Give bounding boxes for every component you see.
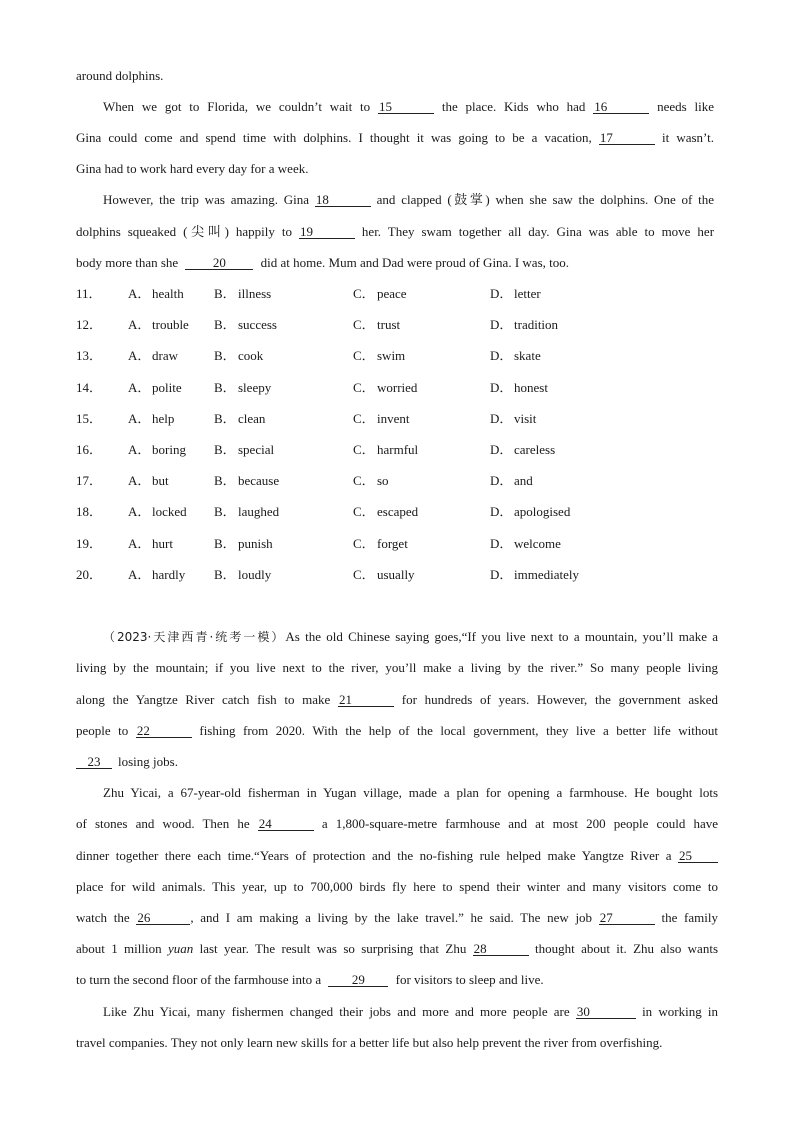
option-a xyxy=(128,567,185,583)
text: , and I am making a living by the lake travel.” he said. The new job xyxy=(190,910,593,925)
passage2-p1-line-1 xyxy=(103,629,718,645)
option-row xyxy=(76,411,716,427)
question-number: 18． xyxy=(76,504,103,520)
option-letter: B． xyxy=(214,379,236,395)
passage2-p2-line-7 xyxy=(76,972,714,988)
option-letter: A． xyxy=(128,473,151,489)
passage2-p2-line-3 xyxy=(76,848,718,864)
option-letter: D． xyxy=(490,317,513,333)
option-letter: C． xyxy=(353,504,375,520)
option-letter: C． xyxy=(353,566,375,582)
option-text: so xyxy=(377,473,389,489)
option-b xyxy=(214,380,271,396)
text: As the old Chinese saying goes,“If you live next to a mountain, you’ll make a xyxy=(285,629,719,644)
option-letter: D． xyxy=(490,473,513,489)
text: watch the xyxy=(76,910,130,925)
text: fishing from 2020. With the help of the local government, they live a better life without xyxy=(199,723,718,738)
option-text: special xyxy=(238,442,275,457)
option-c xyxy=(353,380,417,396)
text: around dolphins. xyxy=(76,68,164,83)
option-letter: A． xyxy=(128,286,151,301)
option-c xyxy=(353,567,415,583)
option-c xyxy=(353,286,407,302)
option-letter: C． xyxy=(353,410,375,426)
option-letter: D． xyxy=(490,442,513,457)
option-a xyxy=(128,536,173,552)
option-text: loudly xyxy=(238,566,272,582)
option-letter: D． xyxy=(490,379,513,395)
passage2-p2-line-5 xyxy=(76,910,718,926)
option-d xyxy=(490,442,555,458)
option-text: worried xyxy=(377,379,418,395)
question-number: 15． xyxy=(76,410,103,426)
option-text: skate xyxy=(514,348,541,364)
option-text: boring xyxy=(152,442,186,457)
blank-24: 24 xyxy=(258,817,314,831)
option-letter: D． xyxy=(490,286,513,301)
text: along the Yangtze River catch fish to make xyxy=(76,692,331,707)
blank-29: 29 xyxy=(328,973,388,987)
option-text: and xyxy=(514,473,533,489)
blank-18: 18 xyxy=(315,193,371,207)
option-letter: A． xyxy=(128,504,151,520)
blank-20: 20 xyxy=(185,256,253,270)
text: dolphins squeaked (尖叫) happily to xyxy=(76,224,292,239)
option-text: forget xyxy=(377,535,408,551)
text: place for wild animals. This year, up to 700,000 birds fly here to spend their winter and many visitors come to xyxy=(76,879,718,894)
option-text: visit xyxy=(514,410,537,426)
option-text: peace xyxy=(377,286,407,301)
text: losing jobs. xyxy=(118,754,178,769)
option-c xyxy=(353,504,418,520)
option-text: apologised xyxy=(514,504,571,520)
option-text: punish xyxy=(238,535,273,551)
text: the family xyxy=(661,910,718,925)
option-letter: C． xyxy=(353,348,375,364)
passage2-p1-line-2 xyxy=(76,660,718,676)
blank-17: 17 xyxy=(599,131,655,145)
option-letter: C． xyxy=(353,286,375,301)
blank-25: 25 xyxy=(678,849,718,863)
option-letter: C． xyxy=(353,379,375,395)
blank-21: 21 xyxy=(338,693,394,707)
text: and clapped (鼓掌) when she saw the dolphins. One of the xyxy=(376,192,715,207)
blank-23: 23 xyxy=(76,755,112,769)
text: her. They swam together all day. Gina was able to move her xyxy=(361,224,715,239)
option-text: tradition xyxy=(514,317,559,333)
option-text: trouble xyxy=(152,317,189,333)
option-letter: D． xyxy=(490,566,513,582)
text: did at home. Mum and Dad were proud of Gina. I was, too. xyxy=(260,255,569,270)
option-text: illness xyxy=(238,286,272,301)
option-b xyxy=(214,348,263,364)
option-a xyxy=(128,504,187,520)
currency-word: yuan xyxy=(167,941,194,956)
option-text: hurt xyxy=(152,535,173,551)
option-letter: D． xyxy=(490,410,513,426)
option-text: because xyxy=(238,473,280,489)
option-text: cook xyxy=(238,348,264,364)
option-letter: B． xyxy=(214,504,236,520)
option-a xyxy=(128,442,186,458)
option-text: trust xyxy=(377,317,401,333)
option-d xyxy=(490,380,548,396)
passage2-p2-line-6 xyxy=(76,941,718,957)
option-letter: B． xyxy=(214,286,236,301)
option-text: letter xyxy=(514,286,541,301)
text: living by the mountain; if you live next to the river, you’ll make a living by the river.” So many people living xyxy=(76,660,718,675)
option-c xyxy=(353,442,418,458)
question-number: 20． xyxy=(76,566,103,582)
question-number: 19． xyxy=(76,535,103,551)
text: of stones and wood. Then he xyxy=(76,816,250,831)
option-c xyxy=(353,411,410,427)
option-text: immediately xyxy=(514,566,579,582)
option-text: help xyxy=(152,410,175,426)
option-text: success xyxy=(238,317,277,333)
text: needs like xyxy=(657,99,715,114)
option-d xyxy=(490,567,579,583)
option-letter: D． xyxy=(490,504,513,520)
option-letter: A． xyxy=(128,379,151,395)
option-text: swim xyxy=(377,348,406,364)
option-d xyxy=(490,286,541,302)
option-c xyxy=(353,348,405,364)
question-number: 11． xyxy=(76,286,102,301)
option-letter: D． xyxy=(490,535,513,551)
text: last year. The result was so surprising that Zhu xyxy=(199,941,467,956)
option-b xyxy=(214,473,279,489)
option-text: clean xyxy=(238,410,266,426)
passage2-p3-line-1 xyxy=(103,1004,718,1020)
question-number: 17． xyxy=(76,473,103,489)
option-a xyxy=(128,317,189,333)
option-letter: A． xyxy=(128,535,151,551)
passage1-p2-line-1 xyxy=(103,192,714,208)
option-text: invent xyxy=(377,410,410,426)
source-label: （2023·天津西青·统考一模） xyxy=(103,630,286,644)
text: However, the trip was amazing. Gina xyxy=(103,192,310,207)
text: Gina could come and spend time with dolphins. I thought it was going to be a vacation, xyxy=(76,130,592,145)
text: to turn the second floor of the farmhouse into a xyxy=(76,972,322,987)
option-text: escaped xyxy=(377,504,419,520)
text: people to xyxy=(76,723,129,738)
passage2-p2-line-1 xyxy=(103,785,718,801)
option-d xyxy=(490,536,561,552)
option-a xyxy=(128,348,178,364)
passage1-line-0 xyxy=(76,68,714,84)
option-letter: C． xyxy=(353,535,375,551)
passage1-p2-line-2 xyxy=(76,224,714,240)
option-b xyxy=(214,567,271,583)
option-letter: B． xyxy=(214,566,236,582)
option-letter: B． xyxy=(214,473,236,489)
option-a xyxy=(128,473,169,489)
text: thought about it. Zhu also wants xyxy=(535,941,718,956)
question-number: 13． xyxy=(76,348,103,364)
option-c xyxy=(353,317,400,333)
option-letter: A． xyxy=(128,317,151,333)
option-a xyxy=(128,286,184,302)
text: a 1,800-square-metre farmhouse and at most 200 people could have xyxy=(321,816,719,831)
text: dinner together there each time.“Years of protection and the no-fishing rule helped make Yangtze River a xyxy=(76,848,672,863)
option-text: hardly xyxy=(152,566,186,582)
option-c xyxy=(353,473,389,489)
blank-15: 15 xyxy=(378,100,434,114)
passage2-p1-line-4 xyxy=(76,723,718,739)
option-text: welcome xyxy=(514,535,561,551)
option-row xyxy=(76,504,716,520)
option-letter: B． xyxy=(214,348,236,364)
option-letter: A． xyxy=(128,442,151,457)
option-letter: A． xyxy=(128,566,151,582)
option-row xyxy=(76,317,716,333)
text: travel companies. They not only learn new skills for a better life but also help prevent the river from overfishing. xyxy=(76,1035,663,1050)
option-text: but xyxy=(152,473,169,489)
option-text: honest xyxy=(514,379,548,395)
question-number: 14． xyxy=(76,379,103,395)
text: When we got to Florida, we couldn’t wait to xyxy=(103,99,371,114)
option-d xyxy=(490,348,541,364)
text: Gina had to work hard every day for a week. xyxy=(76,161,309,176)
option-row xyxy=(76,442,716,458)
option-d xyxy=(490,317,558,333)
option-c xyxy=(353,536,408,552)
option-letter: B． xyxy=(214,442,236,457)
option-row xyxy=(76,536,716,552)
option-letter: A． xyxy=(128,410,151,426)
option-row xyxy=(76,380,716,396)
option-letter: C． xyxy=(353,317,375,333)
passage1-p1-line-3 xyxy=(76,161,714,177)
option-text: draw xyxy=(152,348,178,364)
option-d xyxy=(490,411,536,427)
text: for visitors to sleep and live. xyxy=(395,972,544,987)
option-a xyxy=(128,380,182,396)
passage1-p2-line-3 xyxy=(76,255,714,271)
option-b xyxy=(214,411,265,427)
option-letter: B． xyxy=(214,535,236,551)
text: about 1 million xyxy=(76,941,162,956)
passage2-p2-line-2 xyxy=(76,816,718,832)
option-text: careless xyxy=(514,442,556,457)
blank-28: 28 xyxy=(473,942,529,956)
option-b xyxy=(214,504,279,520)
option-a xyxy=(128,411,174,427)
text: body more than she xyxy=(76,255,179,270)
blank-26: 26 xyxy=(136,911,190,925)
text: Zhu Yicai, a 67-year-old fisherman in Yugan village, made a plan for opening a farmhouse. He bought lots xyxy=(103,785,718,800)
option-row xyxy=(76,286,716,302)
text: Like Zhu Yicai, many fishermen changed their jobs and more and more people are xyxy=(103,1004,570,1019)
option-text: harmful xyxy=(377,442,419,457)
option-row xyxy=(76,567,716,583)
blank-16: 16 xyxy=(593,100,649,114)
option-b xyxy=(214,317,277,333)
text: in working in xyxy=(642,1004,719,1019)
option-letter: C． xyxy=(353,442,375,457)
option-row xyxy=(76,473,716,489)
option-text: locked xyxy=(152,504,187,520)
option-b xyxy=(214,536,273,552)
text: the place. Kids who had xyxy=(441,99,586,114)
option-b xyxy=(214,442,274,458)
option-text: health xyxy=(152,286,184,301)
option-text: sleepy xyxy=(238,379,272,395)
passage1-p1-line-1 xyxy=(103,99,714,115)
text: it wasn’t. xyxy=(662,130,715,145)
text: for hundreds of years. However, the government asked xyxy=(401,692,719,707)
passage1-p1-line-2 xyxy=(76,130,714,146)
option-d xyxy=(490,504,570,520)
option-text: usually xyxy=(377,566,415,582)
passage2-p1-line-5 xyxy=(76,754,714,770)
blank-22: 22 xyxy=(136,724,192,738)
option-b xyxy=(214,286,271,302)
blank-27: 27 xyxy=(599,911,655,925)
question-number: 16． xyxy=(76,442,103,457)
option-letter: D． xyxy=(490,348,513,364)
option-row xyxy=(76,348,716,364)
passage2-p2-line-4 xyxy=(76,879,718,895)
option-letter: B． xyxy=(214,410,236,426)
option-letter: C． xyxy=(353,473,375,489)
option-text: polite xyxy=(152,379,182,395)
option-letter: B． xyxy=(214,317,236,333)
blank-30: 30 xyxy=(576,1005,636,1019)
option-d xyxy=(490,473,533,489)
option-text: laughed xyxy=(238,504,280,520)
question-number: 12． xyxy=(76,317,103,333)
passage2-p1-line-3 xyxy=(76,692,718,708)
passage2-p3-line-2 xyxy=(76,1035,718,1051)
blank-19: 19 xyxy=(299,225,355,239)
option-letter: A． xyxy=(128,348,151,364)
